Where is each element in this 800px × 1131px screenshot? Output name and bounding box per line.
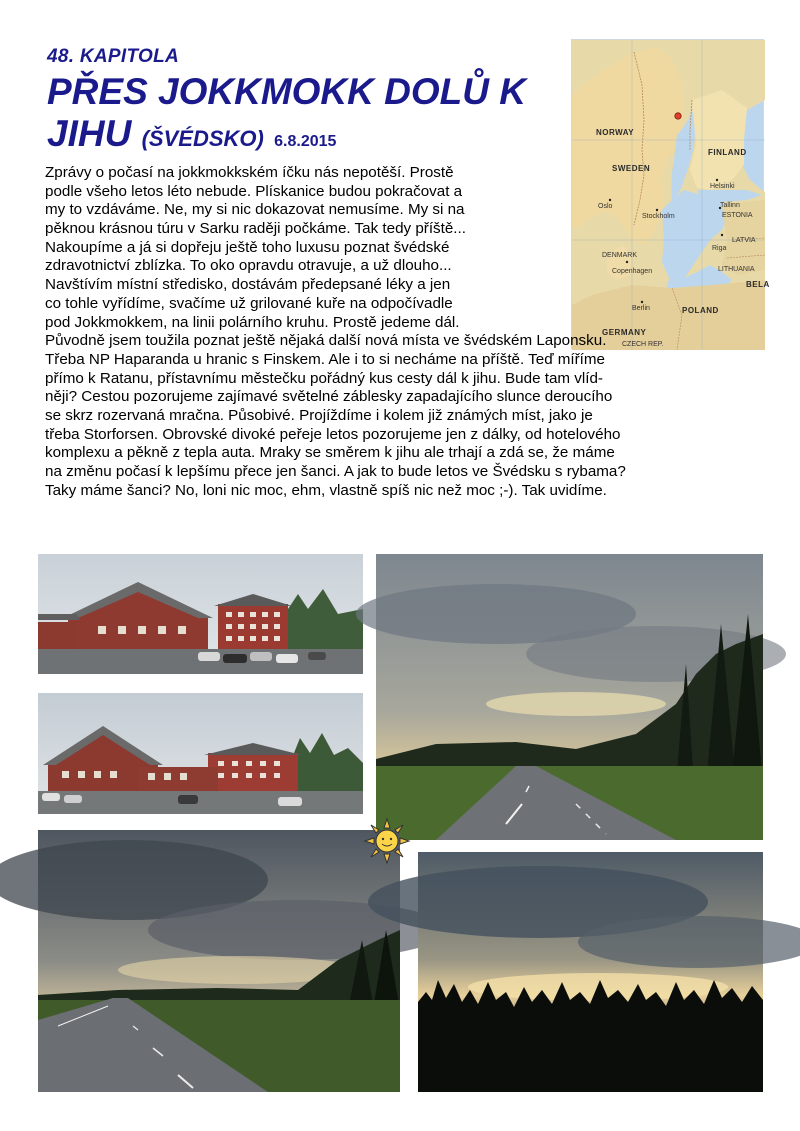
title-word: JIHU xyxy=(47,113,132,154)
sun-icon xyxy=(364,818,410,864)
text-line: něji? Cestou pozorujeme zajímavé světelné záblesky zapadajícího slunce deroucího xyxy=(45,388,613,406)
map-label-stockholm: Stockholm xyxy=(642,213,675,220)
text-line: se skrz rozervaná mračna. Působivé. Projíždíme i kolem již známých míst, jako je xyxy=(45,406,593,424)
text-line: podle všeho letos léto nebude. Plískanice budou pokračovat a xyxy=(45,182,463,200)
text-line: třeba Storforsen. Obrovské divoké peřeje letos pozorujeme jen z dálky, od hotelového xyxy=(45,425,621,443)
page-title-line-1: PŘES JOKKMOKK DOLŮ K xyxy=(47,71,526,112)
text-line: přímo k Ratanu, přístavnímu městečku pořádný kus cesty dál k jihu. Bude tam vlíd- xyxy=(45,369,603,387)
map-label-copenhagen: Copenhagen xyxy=(612,268,653,275)
map-label-denmark: DENMARK xyxy=(602,252,638,259)
map-label-berlin: Berlin xyxy=(632,305,650,312)
text-line: pod Jokkmokkem, na linii polárního kruhu. Prostě jedeme dál. xyxy=(45,313,460,331)
map-label-latvia: LATVIA xyxy=(732,237,756,244)
text-line: zdravotnictví zblízka. To oko opravdu otravuje, a už dlouho... xyxy=(45,257,452,275)
map-label-lithuania: LITHUANIA xyxy=(718,266,755,273)
text-line: na změnu počasí k lepšímu přece jen šanci. A jak to bude letos ve Švédsku s rybama? xyxy=(45,463,626,480)
photo-road-dusk xyxy=(376,554,763,840)
page-title-line-2 xyxy=(47,114,336,162)
map-label-riga: Riga xyxy=(712,245,727,252)
map-label-bela: BELA xyxy=(746,280,770,289)
map-label-poland: POLAND xyxy=(682,306,719,315)
chapter-number: 48. KAPITOLA xyxy=(47,46,180,67)
map-label-oslo: Oslo xyxy=(598,203,613,210)
text-line: Původně jsem toužila poznat ještě nějaká další nová místa ve švédském Laponsku. xyxy=(45,332,607,350)
map-label-finland: FINLAND xyxy=(708,148,747,157)
text-line: pěknou krásnou túru v Sarku raději počkáme. Tak tedy příště... xyxy=(45,220,466,238)
photo-hotel-complex-2 xyxy=(38,693,363,814)
title-country: (ŠVÉDSKO) xyxy=(141,126,264,151)
text-line: komplexu a pěkně z tepla auta. Mraky se směrem k jihu ale trhají a zdá se, že máme xyxy=(45,444,615,462)
text-line: Taky máme šanci? No, loni nic moc, ehm, vlastně spíš nic než moc ;-). Tak uvidíme. xyxy=(45,481,607,499)
text-line: Navštívím místní středisko, dostávám předepsané léky a jen xyxy=(45,276,451,294)
map-label-germany: GERMANY xyxy=(602,328,647,337)
text-line: Třeba NP Haparanda u hranic s Finskem. Ale i to si necháme na příště. Teď míříme xyxy=(45,350,605,368)
photo-hotel-complex-1 xyxy=(38,554,363,674)
text-line: my to vzdáváme. Ne, my si nic dokazovat nemusíme. My si na xyxy=(45,201,465,219)
text-line: Nakoupíme a já si dopřeju ještě toho luxusu poznat švédské xyxy=(45,238,450,256)
photo-forest-sunset xyxy=(418,852,763,1092)
title-date: 6.8.2015 xyxy=(274,133,337,150)
text-line: Zprávy o počasí na jokkmokkském íčku nás nepotěší. Prostě xyxy=(45,164,454,181)
map-label-norway: NORWAY xyxy=(596,128,635,137)
map-label-sweden: SWEDEN xyxy=(612,164,651,173)
text-line: co tohle vyřídíme, svačíme už grilované kuře na odpočívadle xyxy=(45,294,453,312)
map-label-tallinn: Tallinn xyxy=(720,202,740,209)
map-label-czech: CZECH REP. xyxy=(622,341,664,348)
map-label-helsinki: Helsinki xyxy=(710,183,735,190)
map-label-estonia: ESTONIA xyxy=(722,212,753,219)
photo-road-clouds xyxy=(38,830,400,1092)
article-body xyxy=(45,164,775,500)
